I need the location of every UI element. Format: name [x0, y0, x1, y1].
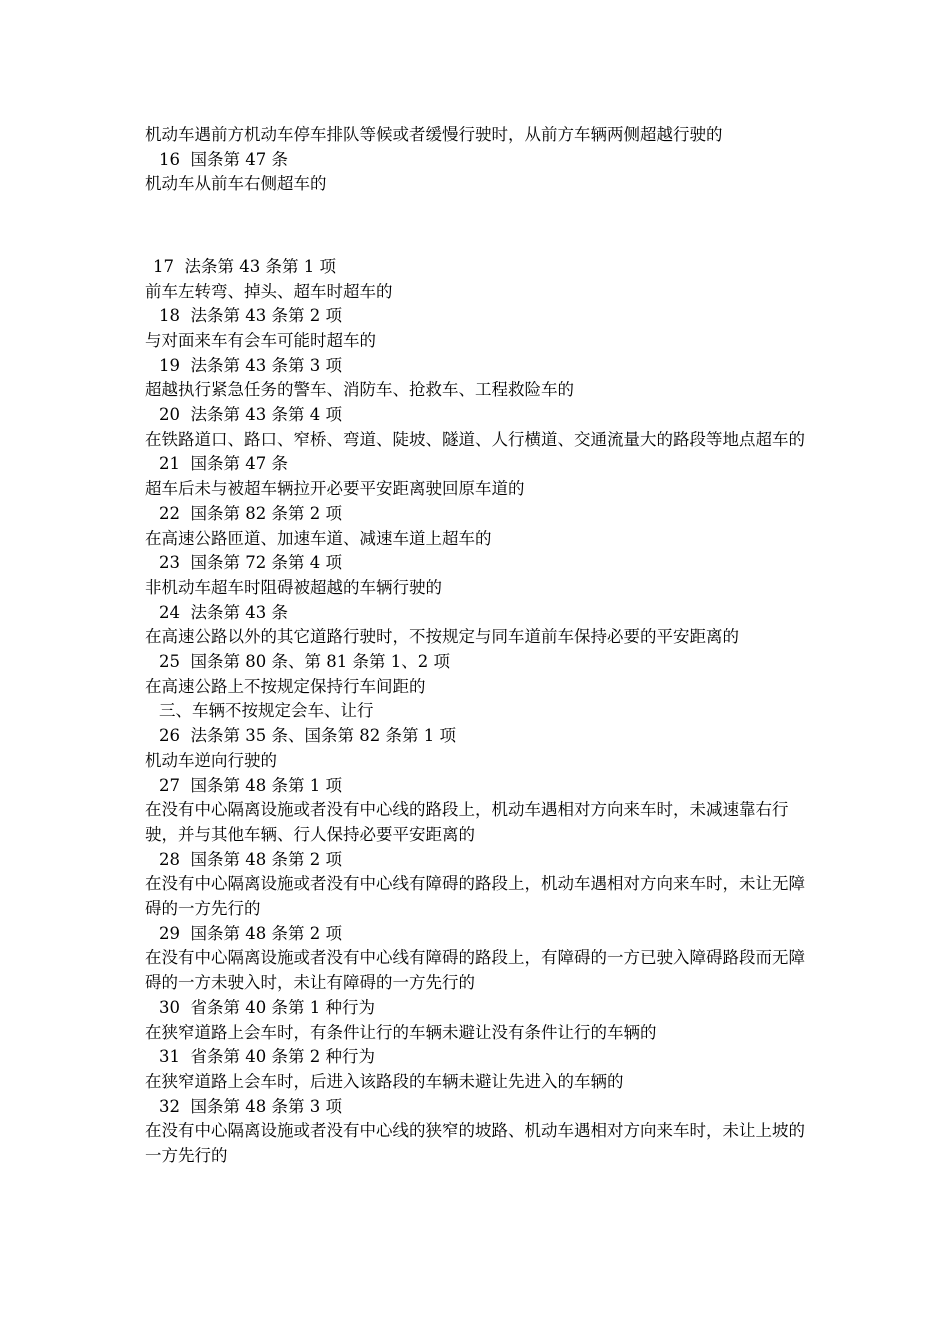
violation-code-line: 30 省条第 40 条第 1 种行为 [159, 997, 375, 1017]
violation-code-line: 17 法条第 43 条第 1 项 [153, 256, 336, 276]
violation-code-line: 29 国条第 48 条第 2 项 [159, 923, 342, 943]
violation-description: 在狭窄道路上会车时，有条件让行的车辆未避让没有条件让行的车辆的 [145, 1022, 657, 1042]
violation-description: 在没有中心隔离设施或者没有中心线的狭窄的坡路、机动车遇相对方向来车时，未让上坡的一方先行的 [145, 1121, 805, 1166]
violation-description: 在没有中心隔离设施或者没有中心线的路段上，机动车遇相对方向来车时，未减速靠右行驶，并与其他车辆、行人保持必要平安距离的 [145, 800, 789, 844]
violation-code-line: 31 省条第 40 条第 2 种行为 [159, 1047, 375, 1067]
violation-description: 在铁路道口、路口、窄桥、弯道、陡坡、隧道、人行横道、交通流量大的路段等地点超车的 [145, 429, 805, 449]
violation-description: 在没有中心隔离设施或者没有中心线有障碍的路段上，有障碍的一方已驶入障碍路段而无障碍的一方未驶入时，未让有障碍的一方先行的 [145, 948, 805, 993]
violation-description: 超越执行紧急任务的警车、消防车、抢救车、工程救险车的 [145, 380, 574, 400]
violation-description: 超车后未与被超车辆拉开必要平安距离驶回原车道的 [145, 479, 525, 499]
violation-code-line: 19 法条第 43 条第 3 项 [159, 355, 342, 375]
violation-description: 机动车遇前方机动车停车排队等候或者缓慢行驶时，从前方车辆两侧超越行驶的 [145, 125, 723, 144]
violation-description: 与对面来车有会车可能时超车的 [145, 330, 376, 350]
violation-code-line: 23 国条第 72 条第 4 项 [159, 553, 342, 573]
violation-code-line: 22 国条第 82 条第 2 项 [159, 503, 342, 523]
violation-code-line: 28 国条第 48 条第 2 项 [159, 849, 342, 869]
section-heading: 三、车辆不按规定会车、让行 [159, 701, 374, 721]
violation-code-line: 26 法条第 35 条、国条第 82 条第 1 项 [159, 726, 456, 746]
blank-line [145, 214, 815, 239]
violation-code-line: 27 国条第 48 条第 1 项 [159, 775, 342, 795]
violation-description: 在高速公路以外的其它道路行驶时，不按规定与同车道前车保持必要的平安距离的 [145, 627, 739, 647]
violation-code-line: 25 国条第 80 条、第 81 条第 1、2 项 [159, 652, 450, 672]
violation-description: 在狭窄道路上会车时，后进入该路段的车辆未避让先进入的车辆的 [145, 1072, 624, 1091]
document-body [145, 123, 815, 1169]
violation-description: 在没有中心隔离设施或者没有中心线有障碍的路段上，机动车遇相对方向来车时，未让无障碍的一方先行的 [145, 874, 805, 919]
violation-description: 机动车从前车右侧超车的 [145, 174, 327, 194]
violation-code-line: 16 国条第 47 条 [159, 149, 288, 169]
violation-code-line: 32 国条第 48 条第 3 项 [159, 1096, 342, 1116]
violation-description: 在高速公路匝道、加速车道、减速车道上超车的 [145, 528, 492, 548]
violation-description: 非机动车超车时阻碍被超越的车辆行驶的 [145, 577, 442, 597]
violation-code-line: 20 法条第 43 条第 4 项 [159, 405, 342, 425]
violation-description: 前车左转弯、掉头、超车时超车的 [145, 281, 393, 301]
violation-code-line: 24 法条第 43 条 [159, 602, 288, 622]
violation-code-line: 21 国条第 47 条 [159, 454, 288, 474]
violation-description: 在高速公路上不按规定保持行车间距的 [145, 676, 426, 696]
violation-description: 机动车逆向行驶的 [145, 750, 277, 770]
violation-code-line: 18 法条第 43 条第 2 项 [159, 306, 342, 326]
